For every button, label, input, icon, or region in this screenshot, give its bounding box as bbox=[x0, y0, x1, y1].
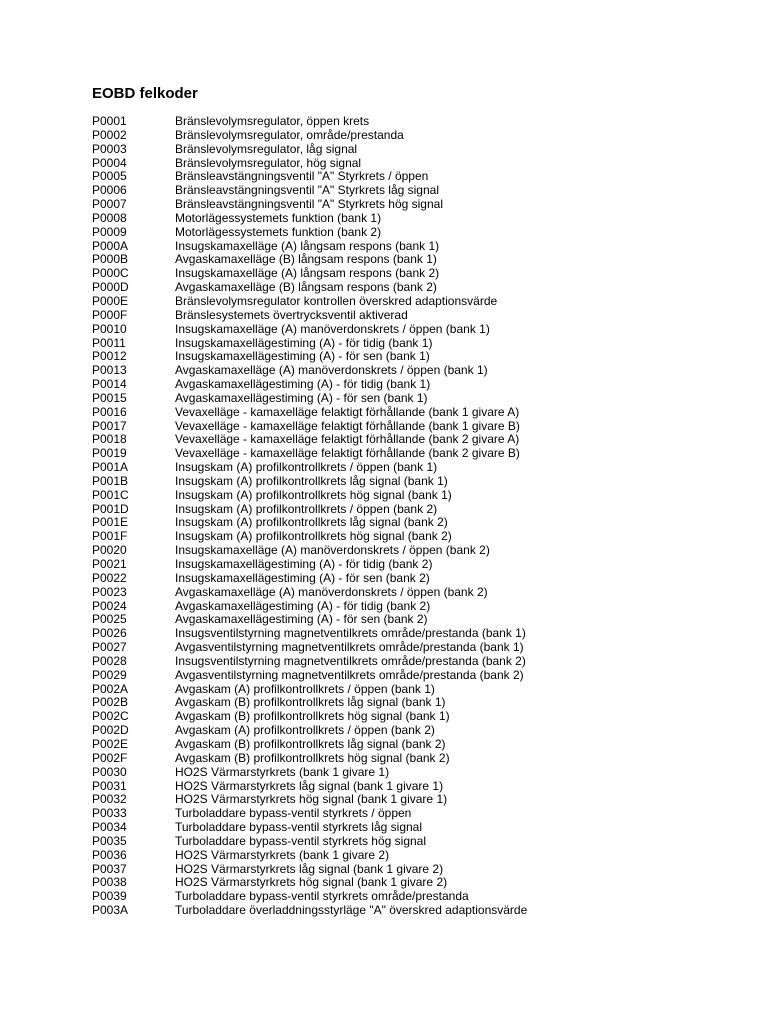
fault-code: P0007 bbox=[92, 197, 127, 212]
code-row bbox=[92, 350, 752, 364]
fault-code: P0008 bbox=[92, 210, 127, 225]
fault-description: Insugskam (A) profilkontrollkrets hög signal (bank 2) bbox=[175, 529, 452, 544]
fault-code: P0038 bbox=[92, 875, 127, 890]
code-row bbox=[92, 433, 752, 447]
code-row bbox=[92, 890, 752, 904]
fault-description: Avgaskamaxellägestiming (A) - för sen (bank 1) bbox=[175, 390, 428, 405]
fault-description: HO2S Värmarstyrkrets hög signal (bank 1 givare 1) bbox=[175, 792, 448, 807]
code-row bbox=[92, 683, 752, 697]
fault-description: Avgaskam (A) profilkontrollkrets / öppen (bank 1) bbox=[175, 681, 435, 696]
code-row bbox=[92, 212, 752, 226]
fault-description: Turboladdare bypass-ventil styrkrets låg signal bbox=[175, 820, 423, 835]
fault-code: P002B bbox=[92, 695, 129, 710]
fault-code: P0001 bbox=[92, 114, 127, 128]
fault-description: Vevaxelläge - kamaxelläge felaktigt förhållande (bank 1 givare A) bbox=[175, 404, 520, 419]
fault-description: Bränsleavstängningsventil "A" Styrkrets hög signal bbox=[175, 197, 443, 212]
fault-code: P001C bbox=[92, 487, 129, 502]
fault-description: Insugskam (A) profilkontrollkrets hög signal (bank 1) bbox=[175, 487, 452, 502]
fault-code: P0019 bbox=[92, 446, 127, 461]
fault-description: HO2S Värmarstyrkrets (bank 1 givare 1) bbox=[175, 764, 390, 779]
fault-description: HO2S Värmarstyrkrets låg signal (bank 1 givare 2) bbox=[175, 861, 444, 876]
code-row bbox=[92, 710, 752, 724]
code-row bbox=[92, 849, 752, 863]
code-row bbox=[92, 544, 752, 558]
fault-description: Insugskamaxellägestiming (A) - för sen (bank 1) bbox=[175, 349, 430, 364]
code-row bbox=[92, 392, 752, 406]
fault-description: Bränslevolymsregulator, öppen krets bbox=[175, 114, 370, 128]
code-row bbox=[92, 696, 752, 710]
fault-description: Avgaskamaxelläge (A) manöverdonskrets / öppen (bank 1) bbox=[175, 363, 488, 378]
fault-description: Motorlägessystemets funktion (bank 1) bbox=[175, 210, 382, 225]
fault-description: Bränsleavstängningsventil "A" Styrkrets / öppen bbox=[175, 169, 429, 184]
code-row bbox=[92, 406, 752, 420]
fault-description: Insugskamaxelläge (A) långsam respons (bank 2) bbox=[175, 266, 440, 281]
fault-code: P001D bbox=[92, 501, 129, 516]
fault-description: Avgasventilstyrning magnetventilkrets område/prestanda (bank 2) bbox=[175, 667, 524, 682]
fault-description: Avgaskamaxelläge (B) långsam respons (bank 2) bbox=[175, 280, 437, 295]
code-row bbox=[92, 641, 752, 655]
fault-description: Insugskamaxellägestiming (A) - för sen (bank 2) bbox=[175, 570, 430, 585]
fault-description: Insugskamaxelläge (A) långsam respons (bank 1) bbox=[175, 238, 440, 253]
fault-code: P0022 bbox=[92, 570, 127, 585]
fault-code: P0004 bbox=[92, 155, 127, 170]
code-row bbox=[92, 876, 752, 890]
fault-code-list bbox=[92, 115, 752, 918]
fault-code: P0034 bbox=[92, 820, 127, 835]
code-row bbox=[92, 115, 752, 129]
fault-code: P0020 bbox=[92, 543, 127, 558]
code-row bbox=[92, 821, 752, 835]
fault-code: P0023 bbox=[92, 584, 127, 599]
code-row bbox=[92, 780, 752, 794]
code-row bbox=[92, 170, 752, 184]
code-row bbox=[92, 572, 752, 586]
fault-description: Vevaxelläge - kamaxelläge felaktigt förhållande (bank 2 givare A) bbox=[175, 432, 520, 447]
fault-code: P0012 bbox=[92, 349, 127, 364]
code-row bbox=[92, 807, 752, 821]
code-row bbox=[92, 184, 752, 198]
code-row bbox=[92, 655, 752, 669]
fault-description: Insugskamaxelläge (A) manöverdonskrets / öppen (bank 2) bbox=[175, 543, 490, 558]
fault-description: Bränslevolymsregulator, låg signal bbox=[175, 141, 358, 156]
fault-code: P001A bbox=[92, 460, 129, 475]
fault-description: Insugskam (A) profilkontrollkrets låg signal (bank 2) bbox=[175, 515, 448, 530]
fault-code: P0009 bbox=[92, 224, 127, 239]
fault-code: P0027 bbox=[92, 640, 127, 655]
fault-description: Bränsleavstängningsventil "A" Styrkrets låg signal bbox=[175, 183, 439, 198]
code-row bbox=[92, 724, 752, 738]
code-row bbox=[92, 447, 752, 461]
fault-code: P0033 bbox=[92, 806, 127, 821]
code-row bbox=[92, 738, 752, 752]
fault-description: Insugsventilstyrning magnetventilkrets område/prestanda (bank 1) bbox=[175, 626, 526, 641]
fault-code: P0015 bbox=[92, 390, 127, 405]
code-row bbox=[92, 226, 752, 240]
fault-code: P0003 bbox=[92, 141, 127, 156]
fault-code: P000F bbox=[92, 307, 128, 322]
fault-code: P0021 bbox=[92, 557, 127, 571]
code-row bbox=[92, 503, 752, 517]
fault-description: Insugskamaxellägestiming (A) - för tidig (bank 2) bbox=[175, 557, 433, 571]
fault-code: P002C bbox=[92, 709, 129, 724]
fault-code: P0031 bbox=[92, 778, 127, 793]
fault-code: P000C bbox=[92, 266, 129, 281]
fault-description: Turboladdare bypass-ventil styrkrets hög signal bbox=[175, 833, 427, 848]
fault-description: Turboladdare bypass-ventil styrkrets område/prestanda bbox=[175, 889, 469, 904]
fault-code: P0014 bbox=[92, 377, 127, 392]
fault-description: Avgaskam (B) profilkontrollkrets låg signal (bank 2) bbox=[175, 736, 446, 751]
fault-code: P0028 bbox=[92, 653, 127, 668]
code-row bbox=[92, 863, 752, 877]
fault-description: Avgaskamaxelläge (A) manöverdonskrets / öppen (bank 2) bbox=[175, 584, 488, 599]
document-title: EOBD felkoder bbox=[92, 85, 198, 102]
fault-code: P0010 bbox=[92, 321, 127, 336]
fault-description: Turboladdare överladdningsstyrläge "A" överskred adaptionsvärde bbox=[175, 903, 528, 918]
code-row bbox=[92, 267, 752, 281]
code-row bbox=[92, 669, 752, 683]
code-row bbox=[92, 309, 752, 323]
code-row bbox=[92, 600, 752, 614]
fault-description: Insugskamaxelläge (A) manöverdonskrets / öppen (bank 1) bbox=[175, 321, 490, 336]
code-row bbox=[92, 323, 752, 337]
code-row bbox=[92, 475, 752, 489]
code-row bbox=[92, 752, 752, 766]
code-row bbox=[92, 378, 752, 392]
fault-code: P0017 bbox=[92, 418, 127, 433]
code-row bbox=[92, 558, 752, 572]
fault-code: P0011 bbox=[92, 335, 126, 350]
fault-description: HO2S Värmarstyrkrets hög signal (bank 1 givare 2) bbox=[175, 875, 448, 890]
code-row bbox=[92, 337, 752, 351]
code-row bbox=[92, 253, 752, 267]
fault-code: P0018 bbox=[92, 432, 127, 447]
fault-description: HO2S Värmarstyrkrets (bank 1 givare 2) bbox=[175, 847, 390, 862]
fault-description: HO2S Värmarstyrkrets låg signal (bank 1 givare 1) bbox=[175, 778, 444, 793]
code-row bbox=[92, 420, 752, 434]
fault-description: Avgaskam (B) profilkontrollkrets hög signal (bank 1) bbox=[175, 709, 450, 724]
code-row bbox=[92, 516, 752, 530]
fault-description: Insugsventilstyrning magnetventilkrets område/prestanda (bank 2) bbox=[175, 653, 526, 668]
fault-code: P0006 bbox=[92, 183, 127, 198]
fault-code: P0025 bbox=[92, 612, 127, 627]
fault-description: Bränslevolymsregulator, område/prestanda bbox=[175, 127, 404, 142]
code-row bbox=[92, 530, 752, 544]
fault-description: Insugskam (A) profilkontrollkrets / öppen (bank 1) bbox=[175, 460, 438, 475]
fault-code: P002A bbox=[92, 681, 129, 696]
fault-description: Insugskam (A) profilkontrollkrets / öppen (bank 2) bbox=[175, 501, 438, 516]
fault-description: Avgaskam (B) profilkontrollkrets låg signal (bank 1) bbox=[175, 695, 446, 710]
fault-code: P001E bbox=[92, 515, 129, 530]
fault-description: Insugskam (A) profilkontrollkrets låg signal (bank 1) bbox=[175, 473, 448, 488]
fault-description: Avgaskamaxellägestiming (A) - för tidig (bank 2) bbox=[175, 598, 431, 613]
fault-code: P0029 bbox=[92, 667, 127, 682]
code-row bbox=[92, 157, 752, 171]
fault-description: Bränslevolymsregulator kontrollen överskred adaptionsvärde bbox=[175, 293, 498, 308]
fault-description: Avgaskamaxellägestiming (A) - för sen (bank 2) bbox=[175, 612, 428, 627]
fault-description: Avgaskamaxellägestiming (A) - för tidig (bank 1) bbox=[175, 377, 431, 392]
fault-description: Bränslevolymsregulator, hög signal bbox=[175, 155, 362, 170]
code-row bbox=[92, 904, 752, 918]
fault-code: P001F bbox=[92, 529, 128, 544]
code-row bbox=[92, 143, 752, 157]
fault-code: P002F bbox=[92, 750, 128, 765]
code-row bbox=[92, 586, 752, 600]
fault-description: Motorlägessystemets funktion (bank 2) bbox=[175, 224, 382, 239]
code-row bbox=[92, 461, 752, 475]
fault-description: Vevaxelläge - kamaxelläge felaktigt förhållande (bank 1 givare B) bbox=[175, 418, 520, 433]
fault-code: P001B bbox=[92, 473, 129, 488]
fault-code: P000B bbox=[92, 252, 129, 267]
fault-code: P003A bbox=[92, 903, 129, 918]
fault-description: Avgasventilstyrning magnetventilkrets område/prestanda (bank 1) bbox=[175, 640, 524, 655]
fault-description: Vevaxelläge - kamaxelläge felaktigt förhållande (bank 2 givare B) bbox=[175, 446, 520, 461]
fault-code: P002D bbox=[92, 723, 129, 738]
code-row bbox=[92, 129, 752, 143]
fault-code: P0005 bbox=[92, 169, 127, 184]
fault-code: P0030 bbox=[92, 764, 127, 779]
code-row bbox=[92, 489, 752, 503]
fault-description: Avgaskamaxelläge (B) långsam respons (bank 1) bbox=[175, 252, 437, 267]
code-row bbox=[92, 281, 752, 295]
fault-code: P002E bbox=[92, 736, 129, 751]
fault-code: P000E bbox=[92, 293, 129, 308]
fault-code: P0002 bbox=[92, 127, 127, 142]
code-row bbox=[92, 627, 752, 641]
fault-description: Bränslesystemets övertrycksventil aktiverad bbox=[175, 307, 408, 322]
fault-code: P0036 bbox=[92, 847, 127, 862]
code-row bbox=[92, 295, 752, 309]
code-row bbox=[92, 240, 752, 254]
fault-code: P0032 bbox=[92, 792, 127, 807]
fault-description: Avgaskam (B) profilkontrollkrets hög signal (bank 2) bbox=[175, 750, 450, 765]
code-row bbox=[92, 835, 752, 849]
fault-code: P0039 bbox=[92, 889, 127, 904]
fault-code: P0026 bbox=[92, 626, 127, 641]
fault-code: P0035 bbox=[92, 833, 127, 848]
fault-code: P0016 bbox=[92, 404, 127, 419]
fault-description: Turboladdare bypass-ventil styrkrets / öppen bbox=[175, 806, 412, 821]
fault-code: P000D bbox=[92, 280, 129, 295]
code-row bbox=[92, 364, 752, 378]
fault-code: P000A bbox=[92, 238, 129, 253]
code-row bbox=[92, 766, 752, 780]
fault-code: P0013 bbox=[92, 363, 127, 378]
code-row bbox=[92, 613, 752, 627]
code-row bbox=[92, 198, 752, 212]
fault-description: Avgaskam (A) profilkontrollkrets / öppen (bank 2) bbox=[175, 723, 435, 738]
code-row bbox=[92, 793, 752, 807]
fault-description: Insugskamaxellägestiming (A) - för tidig (bank 1) bbox=[175, 335, 433, 350]
fault-code: P0037 bbox=[92, 861, 127, 876]
fault-code: P0024 bbox=[92, 598, 127, 613]
